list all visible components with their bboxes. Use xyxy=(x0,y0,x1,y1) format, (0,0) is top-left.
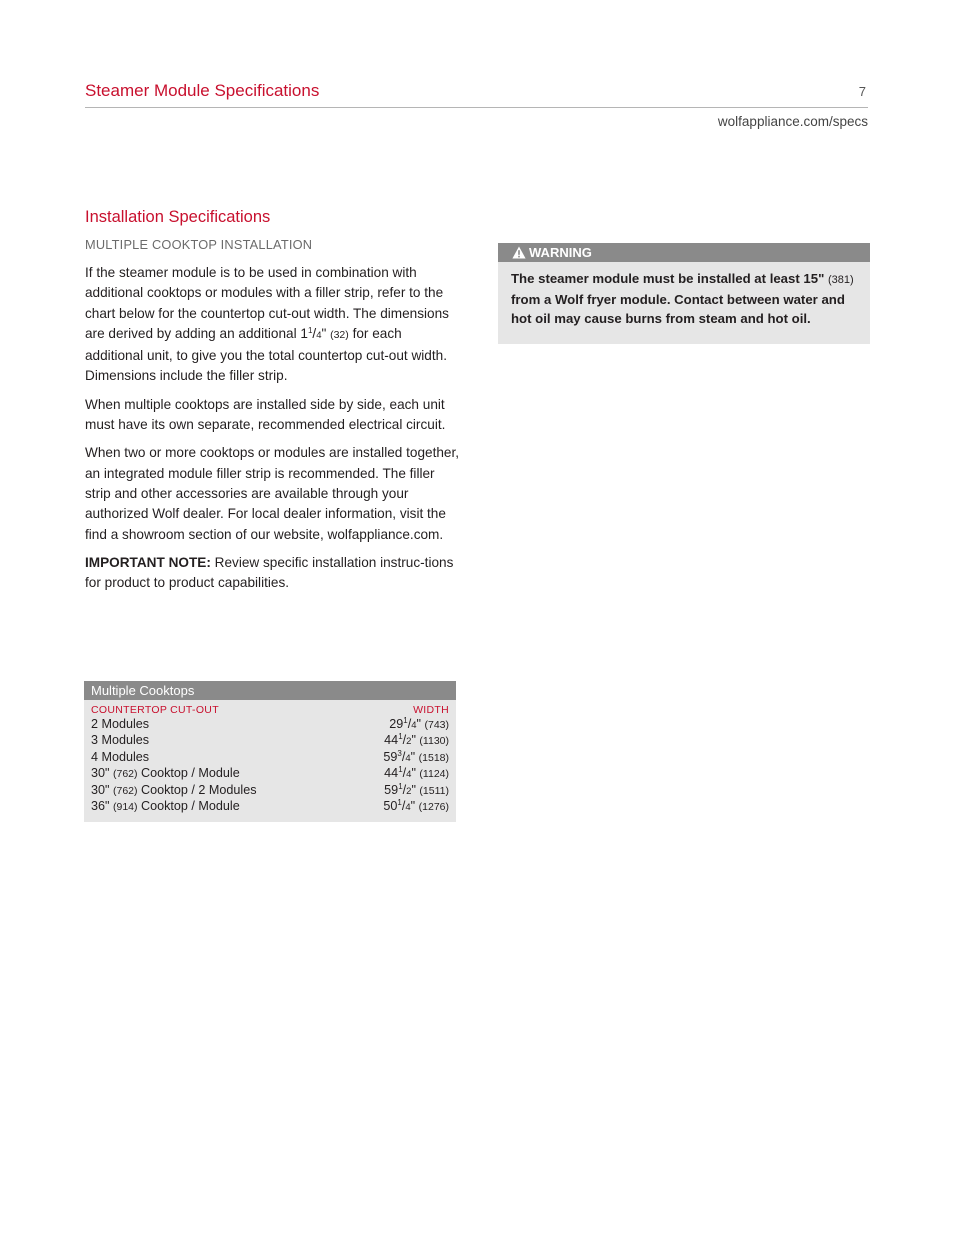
warning-header xyxy=(498,243,870,262)
table-row xyxy=(84,782,456,798)
p1-fraction-numerator: 1 xyxy=(307,325,313,335)
p1-inch-mark: " xyxy=(321,325,327,341)
site-url: wolfappliance.com/specs xyxy=(717,114,868,129)
width-fraction-numerator: 1 xyxy=(398,781,403,791)
note-text: Review specific installation instruc-tions for product to product capabilities. xyxy=(85,554,454,591)
row-width: $59^1/2$" (1511) xyxy=(384,781,449,797)
row-label xyxy=(91,782,257,798)
warning-box xyxy=(498,243,870,344)
row-label-text: 2 Modules xyxy=(91,717,150,731)
multiple-cooktops-table xyxy=(84,681,456,822)
p1-fraction-denominator: 4 xyxy=(316,329,322,341)
row-width: $59^3/4$" (1518) xyxy=(383,748,449,764)
row-label-text: Cooktop / 2 Modules xyxy=(141,782,257,797)
column-header-cutout: COUNTERTOP CUT-OUT xyxy=(91,704,219,716)
page-title: Steamer Module Specifications xyxy=(85,81,320,100)
p1-text-b: for each additional unit, to give you the total countertop cut-out width. Dimensions include the filler strip. xyxy=(85,325,447,384)
table-row xyxy=(84,716,456,732)
row-label xyxy=(91,716,149,732)
header-divider xyxy=(85,107,868,108)
warning-label: WARNING xyxy=(529,245,592,260)
warning-metric: (381) xyxy=(828,274,854,286)
width-fraction-denominator: 4 xyxy=(405,801,411,813)
width-whole: 44 xyxy=(384,766,399,781)
row-label xyxy=(91,798,240,814)
row-size: 30" xyxy=(91,766,110,781)
table-row xyxy=(84,798,456,814)
row-label-text: 3 Modules xyxy=(91,733,150,748)
width-fraction-numerator: 1 xyxy=(398,765,403,775)
column-header-width: WIDTH xyxy=(413,704,449,716)
row-label xyxy=(91,749,149,765)
width-metric: (1130) xyxy=(419,735,449,748)
width-whole: 50 xyxy=(383,798,398,813)
width-fraction-numerator: 1 xyxy=(403,716,408,725)
note-label: IMPORTANT NOTE: xyxy=(85,554,211,570)
width-fraction-denominator: 4 xyxy=(411,720,417,731)
width-fraction-numerator: 1 xyxy=(398,732,403,742)
width-fraction-numerator: 3 xyxy=(397,748,402,758)
width-fraction-denominator: 4 xyxy=(405,752,411,764)
warning-text xyxy=(498,262,870,328)
warning-triangle-icon xyxy=(512,246,526,259)
width-whole: 59 xyxy=(383,749,398,764)
paragraph-electrical: When multiple cooktops are installed side by side, each unit must have its own separate, recommended electrical circuit. xyxy=(85,396,446,433)
width-fraction-denominator: 4 xyxy=(406,769,412,781)
warning-text-b: from a Wolf fryer module. Contact between water and hot oil may cause burns from steam and hot oil. xyxy=(511,292,845,326)
table-column-headers xyxy=(84,700,456,716)
table-row xyxy=(84,765,456,781)
table-row xyxy=(84,732,456,748)
width-metric: (1276) xyxy=(418,800,449,813)
row-label xyxy=(91,765,240,781)
table-row xyxy=(84,749,456,765)
width-fraction-denominator: 2 xyxy=(406,736,412,748)
row-size: 36" xyxy=(91,798,110,813)
section-title: Installation Specifications xyxy=(85,208,271,226)
p1-text-a: If the steamer module is to be used in combination with additional cooktops or modules with a filler strip, refer to the chart below for the countertop cut-out width. The dimensions are derived by adding an additional 1 xyxy=(85,265,449,341)
width-whole: 59 xyxy=(384,782,399,797)
row-size-metric: (762) xyxy=(112,784,138,797)
row-width: $29^1/4$" (743) xyxy=(389,716,449,731)
width-fraction-denominator: 2 xyxy=(406,785,412,797)
width-metric: (1518) xyxy=(418,751,449,764)
width-metric: (1511) xyxy=(419,784,449,797)
row-label-text: Cooktop / Module xyxy=(141,766,240,781)
table-title: Multiple Cooktops xyxy=(84,681,456,700)
page-number: 7 xyxy=(858,84,866,99)
row-label-text: Cooktop / Module xyxy=(141,798,240,813)
row-width: $44^1/2$" (1130) xyxy=(384,732,449,748)
row-width: $44^1/4$" (1124) xyxy=(384,765,449,781)
width-fraction-numerator: 1 xyxy=(397,797,402,807)
row-size: 30" xyxy=(91,782,110,797)
width-whole: 29 xyxy=(389,717,404,731)
width-whole: 44 xyxy=(384,733,399,748)
row-size-metric: (914) xyxy=(112,800,138,813)
p1-metric: (32) xyxy=(330,328,349,341)
width-metric: (743) xyxy=(424,719,449,731)
paragraph-filler-strip: If the steamer module is to be used in combination with additional cooktops or modules with a filler strip, refer to the chart below for the countertop cut-out width. The dimensions are derived by adding an additional $1^1/4$" (32) for each additional unit, to give you the total countertop cut-out width. Dimensions include the filler strip. xyxy=(85,265,449,384)
width-metric: (1124) xyxy=(419,768,449,781)
row-width: $50^1/4$" (1276) xyxy=(383,797,449,813)
important-note xyxy=(85,553,463,594)
row-label xyxy=(91,732,149,748)
table-body xyxy=(84,716,456,814)
row-size-metric: (762) xyxy=(112,768,138,781)
paragraph-accessories: When two or more cooktops or modules are installed together, an integrated module filler strip is recommended. The filler strip and other accessories are available through your authorized Wolf dealer. For local dealer information, visit the find a showroom section of our website, wolfappliance.com. xyxy=(85,445,460,542)
row-label-text: 4 Modules xyxy=(91,749,150,764)
installation-section xyxy=(85,208,463,601)
section-subhead: MULTIPLE COOKTOP INSTALLATION xyxy=(85,237,313,252)
warning-text-a: The steamer module must be installed at least 15" xyxy=(511,271,825,286)
